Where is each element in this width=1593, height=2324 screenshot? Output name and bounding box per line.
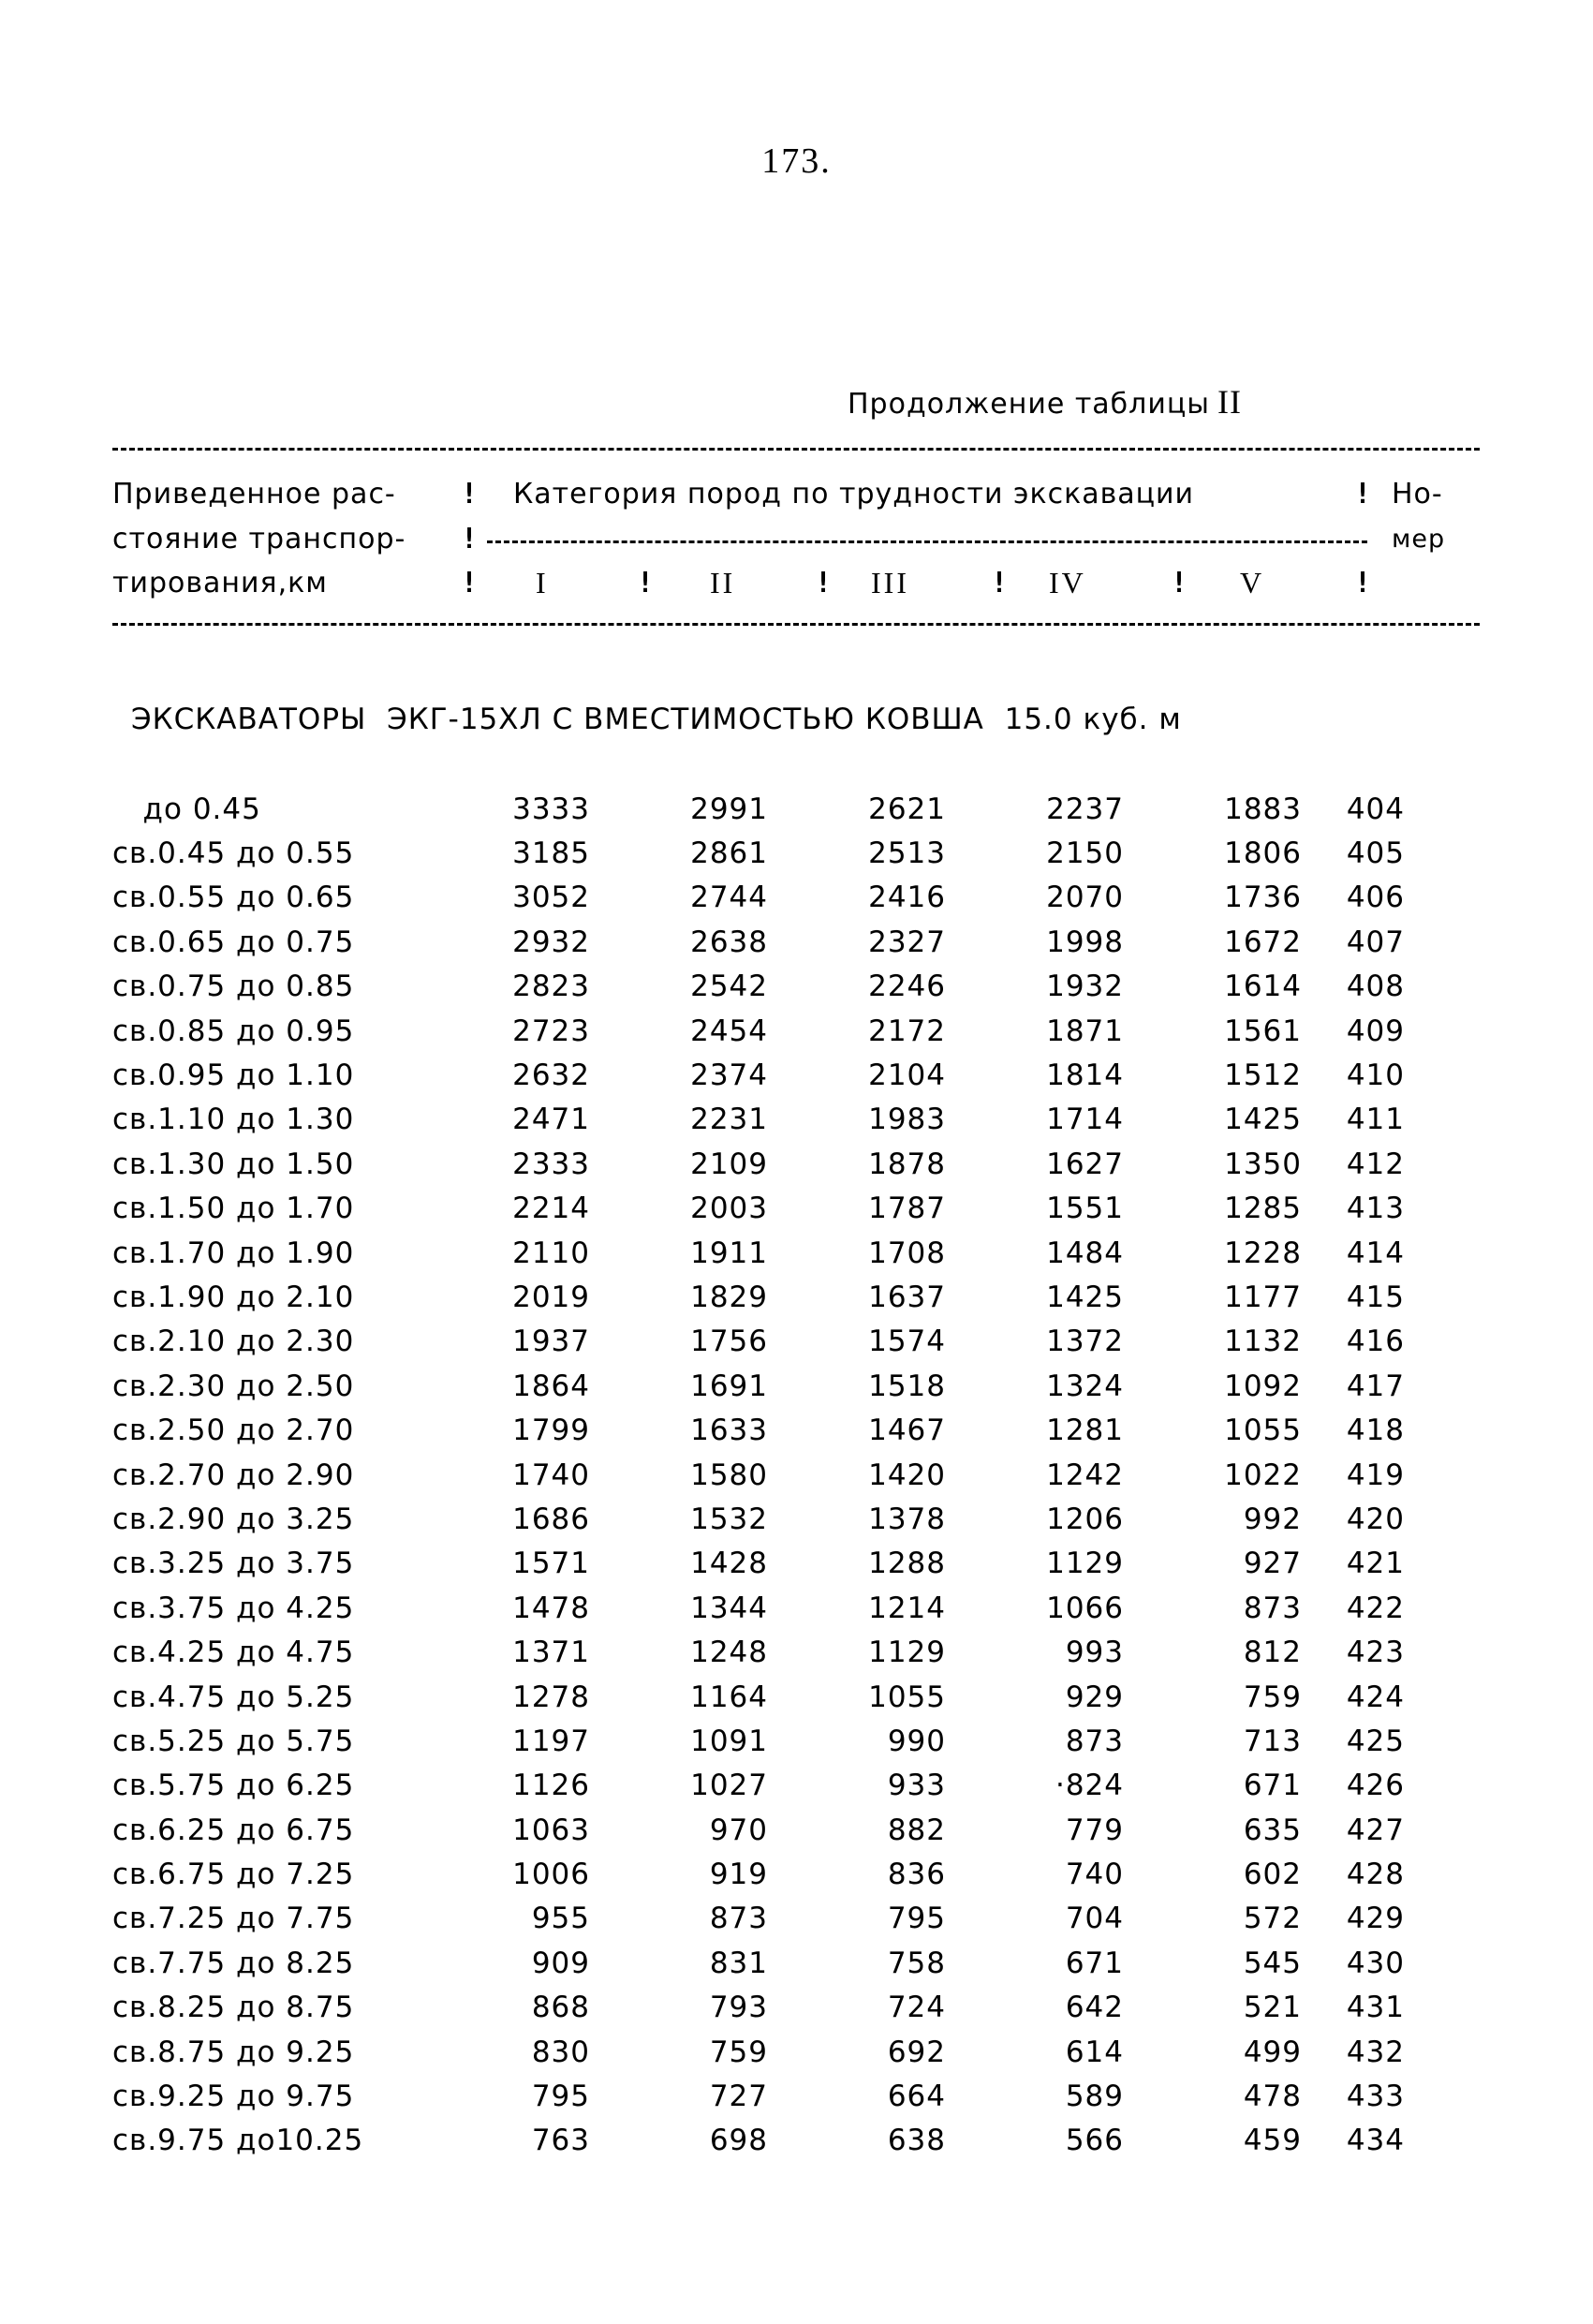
table-row: [112, 1053, 1405, 1097]
distance-range: св.1.30 до 1.50: [112, 1147, 355, 1181]
category-value: 2632: [512, 1058, 590, 1093]
category-value: 831: [709, 1946, 768, 1980]
table-row: [112, 1408, 1405, 1452]
category-iv: IV: [1049, 566, 1086, 600]
category-value: 1324: [1046, 1369, 1124, 1403]
category-value: 1484: [1046, 1236, 1124, 1270]
category-value: ·824: [1055, 1769, 1124, 1803]
header-top-rule: [112, 448, 1480, 451]
category-value: 2823: [512, 970, 590, 1004]
category-value: 882: [887, 1813, 946, 1847]
category-value: 759: [709, 2035, 768, 2069]
category-value: 2237: [1046, 792, 1124, 826]
category-value: 1878: [868, 1147, 946, 1181]
category-value: 2019: [512, 1280, 590, 1314]
table-row: [112, 1630, 1405, 1674]
table-row: [112, 831, 1405, 875]
category-v: V: [1240, 566, 1265, 600]
distance-range: св.9.25 до 9.75: [112, 2080, 355, 2114]
table-row: [112, 1187, 1405, 1231]
category-value: 992: [1243, 1502, 1302, 1536]
category-value: 1371: [512, 1636, 590, 1670]
header-separator: !: [1354, 567, 1372, 600]
row-number: 430: [1346, 1946, 1405, 1980]
table-row: [112, 1986, 1405, 2030]
category-value: 727: [709, 2080, 768, 2114]
category-value: 1806: [1224, 836, 1302, 871]
category-value: 1248: [690, 1636, 768, 1670]
row-number: 418: [1346, 1414, 1405, 1448]
category-value: 2109: [690, 1147, 768, 1181]
category-value: 919: [709, 1858, 768, 1892]
category-value: 2003: [690, 1192, 768, 1226]
category-value: 2621: [868, 792, 946, 826]
row-number: 417: [1346, 1369, 1405, 1403]
table-row: [112, 1764, 1405, 1808]
row-number: 425: [1346, 1724, 1405, 1758]
distance-range: св.1.50 до 1.70: [112, 1192, 355, 1226]
distance-range: св.0.75 до 0.85: [112, 970, 355, 1004]
table-row: [112, 920, 1405, 964]
category-value: 1740: [512, 1458, 590, 1492]
category-value: 1425: [1046, 1280, 1124, 1314]
category-value: 1228: [1224, 1236, 1302, 1270]
row-number: 413: [1346, 1192, 1405, 1226]
category-value: 2070: [1046, 881, 1124, 915]
distance-range: св.9.75 до10.25: [112, 2124, 364, 2158]
table-row: [112, 1542, 1405, 1586]
category-value: 2327: [868, 925, 946, 959]
category-value: 873: [1243, 1591, 1302, 1625]
category-value: 993: [1065, 1636, 1124, 1670]
category-value: 1551: [1046, 1192, 1124, 1226]
row-number: 433: [1346, 2080, 1405, 2114]
category-value: 1006: [512, 1858, 590, 1892]
table-row: [112, 1897, 1405, 1941]
row-number: 406: [1346, 881, 1405, 915]
row-number: 419: [1346, 1458, 1405, 1492]
category-value: 1672: [1224, 925, 1302, 959]
category-value: 929: [1065, 1680, 1124, 1714]
category-value: 1532: [690, 1502, 768, 1536]
row-number: 434: [1346, 2124, 1405, 2158]
table-row: [112, 965, 1405, 1009]
category-value: 614: [1065, 2035, 1124, 2069]
category-value: 868: [531, 1991, 590, 2025]
category-value: 478: [1243, 2080, 1302, 2114]
category-value: 763: [531, 2124, 590, 2158]
category-value: 2991: [690, 792, 768, 826]
category-value: 758: [887, 1946, 946, 1980]
category-value: 1799: [512, 1414, 590, 1448]
category-value: 1756: [690, 1325, 768, 1359]
category-value: 1571: [512, 1547, 590, 1581]
category-value: 692: [887, 2035, 946, 2069]
distance-range: св.8.75 до 9.25: [112, 2035, 355, 2069]
category-value: 3333: [512, 792, 590, 826]
distance-range: св.0.65 до 0.75: [112, 925, 355, 959]
category-value: 873: [709, 1902, 768, 1936]
category-value: 1561: [1224, 1014, 1302, 1048]
header-separator: !: [461, 478, 479, 511]
table-row: [112, 1009, 1405, 1053]
header-separator: !: [461, 567, 479, 600]
category-value: 572: [1243, 1902, 1302, 1936]
category-value: 1787: [868, 1192, 946, 1226]
category-value: 1055: [1224, 1414, 1302, 1448]
table-row: [112, 1675, 1405, 1719]
header-category-rule: [487, 540, 1367, 543]
category-value: 635: [1243, 1813, 1302, 1847]
header-distance-line2: стояние транспор-: [112, 523, 406, 555]
row-number: 412: [1346, 1147, 1405, 1181]
category-value: 2104: [868, 1058, 946, 1093]
row-number: 408: [1346, 970, 1405, 1004]
category-value: 1177: [1224, 1280, 1302, 1314]
category-value: 2110: [512, 1236, 590, 1270]
category-value: 2172: [868, 1014, 946, 1048]
category-value: 1378: [868, 1502, 946, 1536]
row-number: 429: [1346, 1902, 1405, 1936]
table-row: [112, 1852, 1405, 1896]
category-value: 1055: [868, 1680, 946, 1714]
category-value: 795: [531, 2080, 590, 2114]
category-value: 1214: [868, 1591, 946, 1625]
category-value: 2932: [512, 925, 590, 959]
category-value: 1911: [690, 1236, 768, 1270]
category-value: 793: [709, 1991, 768, 2025]
category-iii: III: [871, 566, 909, 600]
category-value: 1814: [1046, 1058, 1124, 1093]
category-value: 740: [1065, 1858, 1124, 1892]
category-value: 3185: [512, 836, 590, 871]
distance-range: св.0.55 до 0.65: [112, 881, 355, 915]
header-distance-line1: Приведенное рас-: [112, 478, 396, 511]
category-value: 990: [887, 1724, 946, 1758]
row-number: 404: [1346, 792, 1405, 826]
table-row: [112, 1497, 1405, 1541]
row-number: 411: [1346, 1103, 1405, 1137]
table-row: [112, 1275, 1405, 1319]
data-table: [112, 787, 1405, 2163]
category-value: 1092: [1224, 1369, 1302, 1403]
category-value: 2333: [512, 1147, 590, 1181]
distance-range: св.3.75 до 4.25: [112, 1591, 355, 1625]
category-value: 2150: [1046, 836, 1124, 871]
category-value: 1574: [868, 1325, 946, 1359]
distance-range: св.4.25 до 4.75: [112, 1636, 355, 1670]
distance-range: св.5.75 до 6.25: [112, 1769, 355, 1803]
row-number: 407: [1346, 925, 1405, 959]
table-number: II: [1217, 383, 1242, 421]
distance-range: св.2.10 до 2.30: [112, 1325, 355, 1359]
category-value: 1829: [690, 1280, 768, 1314]
category-value: 1478: [512, 1591, 590, 1625]
table-row: [112, 2074, 1405, 2118]
category-i: I: [536, 566, 549, 600]
category-value: 759: [1243, 1680, 1302, 1714]
category-value: 1129: [1046, 1547, 1124, 1581]
table-row: [112, 1719, 1405, 1763]
row-number: 415: [1346, 1280, 1405, 1314]
category-value: 642: [1065, 1991, 1124, 2025]
row-number: 424: [1346, 1680, 1405, 1714]
category-value: 955: [531, 1902, 590, 1936]
category-value: 909: [531, 1946, 590, 1980]
category-value: 499: [1243, 2035, 1302, 2069]
category-value: 2861: [690, 836, 768, 871]
row-number: 405: [1346, 836, 1405, 871]
category-value: 671: [1243, 1769, 1302, 1803]
category-value: 713: [1243, 1724, 1302, 1758]
row-number: 409: [1346, 1014, 1405, 1048]
distance-range: св.7.75 до 8.25: [112, 1946, 355, 1980]
category-value: 1091: [690, 1724, 768, 1758]
category-value: 1063: [512, 1813, 590, 1847]
category-value: 2454: [690, 1014, 768, 1048]
row-number: 426: [1346, 1769, 1405, 1803]
table-row: [112, 1320, 1405, 1364]
category-value: 1164: [690, 1680, 768, 1714]
category-value: 1027: [690, 1769, 768, 1803]
distance-range: св.1.10 до 1.30: [112, 1103, 355, 1137]
category-value: 2471: [512, 1103, 590, 1137]
table-row: [112, 1142, 1405, 1186]
category-value: 1126: [512, 1769, 590, 1803]
header-separator: !: [991, 567, 1009, 600]
table-row: [112, 1586, 1405, 1630]
distance-range: св.6.75 до 7.25: [112, 1858, 355, 1892]
header-separator: !: [1354, 478, 1372, 511]
table-row: [112, 2119, 1405, 2163]
category-value: 1350: [1224, 1147, 1302, 1181]
row-number: 421: [1346, 1547, 1405, 1581]
row-number: 416: [1346, 1325, 1405, 1359]
category-value: 1518: [868, 1369, 946, 1403]
distance-range: св.0.95 до 1.10: [112, 1058, 355, 1093]
category-value: 2542: [690, 970, 768, 1004]
table-row: [112, 1098, 1405, 1142]
distance-range: св.1.70 до 1.90: [112, 1236, 355, 1270]
category-value: 1883: [1224, 792, 1302, 826]
category-value: 2513: [868, 836, 946, 871]
section-title: ЭКСКАВАТОРЫ ЭКГ-15ХЛ С ВМЕСТИМОСТЬЮ КОВША 15.0 куб. м: [131, 703, 1182, 736]
continuation-text: Продолжение таблицы: [848, 388, 1210, 421]
category-value: 459: [1243, 2124, 1302, 2158]
category-value: 2638: [690, 925, 768, 959]
category-value: 602: [1243, 1858, 1302, 1892]
header-separator: !: [1171, 567, 1188, 600]
category-value: 664: [887, 2080, 946, 2114]
row-number: 428: [1346, 1858, 1405, 1892]
category-value: 1708: [868, 1236, 946, 1270]
category-value: 521: [1243, 1991, 1302, 2025]
category-value: 671: [1065, 1946, 1124, 1980]
distance-range: св.2.30 до 2.50: [112, 1369, 355, 1403]
category-value: 873: [1065, 1724, 1124, 1758]
category-value: 638: [887, 2124, 946, 2158]
category-value: 2246: [868, 970, 946, 1004]
category-value: 2723: [512, 1014, 590, 1048]
category-value: 795: [887, 1902, 946, 1936]
row-number: 431: [1346, 1991, 1405, 2025]
distance-range: св.2.50 до 2.70: [112, 1414, 355, 1448]
category-value: 927: [1243, 1547, 1302, 1581]
row-number: 420: [1346, 1502, 1405, 1536]
distance-range: св.0.85 до 0.95: [112, 1014, 355, 1048]
table-row: [112, 1941, 1405, 1985]
category-value: 2231: [690, 1103, 768, 1137]
category-value: 1022: [1224, 1458, 1302, 1492]
table-row: [112, 1231, 1405, 1275]
row-number: 427: [1346, 1813, 1405, 1847]
category-value: 933: [887, 1769, 946, 1803]
category-value: 724: [887, 1991, 946, 2025]
category-value: 830: [531, 2035, 590, 2069]
distance-range: св.1.90 до 2.10: [112, 1280, 355, 1314]
category-value: 1197: [512, 1724, 590, 1758]
table-row: [112, 787, 1405, 831]
category-value: 1512: [1224, 1058, 1302, 1093]
category-value: 1285: [1224, 1192, 1302, 1226]
distance-range: св.8.25 до 8.75: [112, 1991, 355, 2025]
distance-range: св.5.25 до 5.75: [112, 1724, 355, 1758]
category-value: 698: [709, 2124, 768, 2158]
row-number: 414: [1346, 1236, 1405, 1270]
category-value: 1344: [690, 1591, 768, 1625]
category-value: 812: [1243, 1636, 1302, 1670]
category-value: 1428: [690, 1547, 768, 1581]
table-row: [112, 1453, 1405, 1497]
header-separator: !: [461, 523, 479, 555]
header-distance-line3: тирования,км: [112, 567, 328, 600]
category-value: 1467: [868, 1414, 946, 1448]
category-value: 566: [1065, 2124, 1124, 2158]
category-value: 1864: [512, 1369, 590, 1403]
category-value: 2374: [690, 1058, 768, 1093]
category-value: 1937: [512, 1325, 590, 1359]
row-number: 432: [1346, 2035, 1405, 2069]
category-value: 545: [1243, 1946, 1302, 1980]
category-value: 3052: [512, 881, 590, 915]
category-value: 970: [709, 1813, 768, 1847]
header-number-line1: Но-: [1392, 478, 1443, 511]
category-value: 1998: [1046, 925, 1124, 959]
category-value: 1691: [690, 1369, 768, 1403]
category-value: 1242: [1046, 1458, 1124, 1492]
category-ii: II: [710, 566, 736, 600]
category-value: 1932: [1046, 970, 1124, 1004]
row-number: 423: [1346, 1636, 1405, 1670]
table-row: [112, 876, 1405, 920]
category-value: 1129: [868, 1636, 946, 1670]
header-category: Категория пород по трудности экскавации: [513, 478, 1195, 511]
category-value: 2744: [690, 881, 768, 915]
page-number: 173.: [761, 141, 832, 181]
distance-range: св.6.25 до 6.75: [112, 1813, 355, 1847]
category-value: 1580: [690, 1458, 768, 1492]
distance-range: св.4.75 до 5.25: [112, 1680, 355, 1714]
category-value: 1627: [1046, 1147, 1124, 1181]
category-value: 1066: [1046, 1591, 1124, 1625]
table-continuation-caption: [848, 382, 1242, 422]
category-value: 1614: [1224, 970, 1302, 1004]
header-separator: !: [637, 567, 655, 600]
category-value: 1633: [690, 1414, 768, 1448]
category-value: 836: [887, 1858, 946, 1892]
distance-range: св.3.25 до 3.75: [112, 1547, 355, 1581]
distance-range: св.7.25 до 7.75: [112, 1902, 355, 1936]
category-value: 1983: [868, 1103, 946, 1137]
category-value: 704: [1065, 1902, 1124, 1936]
category-value: 1686: [512, 1502, 590, 1536]
category-value: 589: [1065, 2080, 1124, 2114]
category-value: 1372: [1046, 1325, 1124, 1359]
category-value: 1206: [1046, 1502, 1124, 1536]
distance-range: св.0.45 до 0.55: [112, 836, 355, 871]
distance-range: св.2.90 до 3.25: [112, 1502, 355, 1536]
distance-range: св.2.70 до 2.90: [112, 1458, 355, 1492]
category-value: 1637: [868, 1280, 946, 1314]
category-value: 2214: [512, 1192, 590, 1226]
header-number-line2: мер: [1392, 525, 1446, 554]
distance-range: до 0.45: [112, 792, 261, 826]
category-value: 1281: [1046, 1414, 1124, 1448]
header-separator: !: [815, 567, 833, 600]
category-value: 1288: [868, 1547, 946, 1581]
category-value: 1714: [1046, 1103, 1124, 1137]
category-value: 2416: [868, 881, 946, 915]
category-value: 1736: [1224, 881, 1302, 915]
category-value: 1278: [512, 1680, 590, 1714]
header-bottom-rule: [112, 623, 1480, 626]
category-value: 779: [1065, 1813, 1124, 1847]
table-row: [112, 1808, 1405, 1852]
category-value: 1420: [868, 1458, 946, 1492]
row-number: 422: [1346, 1591, 1405, 1625]
category-value: 1425: [1224, 1103, 1302, 1137]
table-row: [112, 2030, 1405, 2074]
table-row: [112, 1364, 1405, 1408]
category-value: 1132: [1224, 1325, 1302, 1359]
category-value: 1871: [1046, 1014, 1124, 1048]
row-number: 410: [1346, 1058, 1405, 1093]
